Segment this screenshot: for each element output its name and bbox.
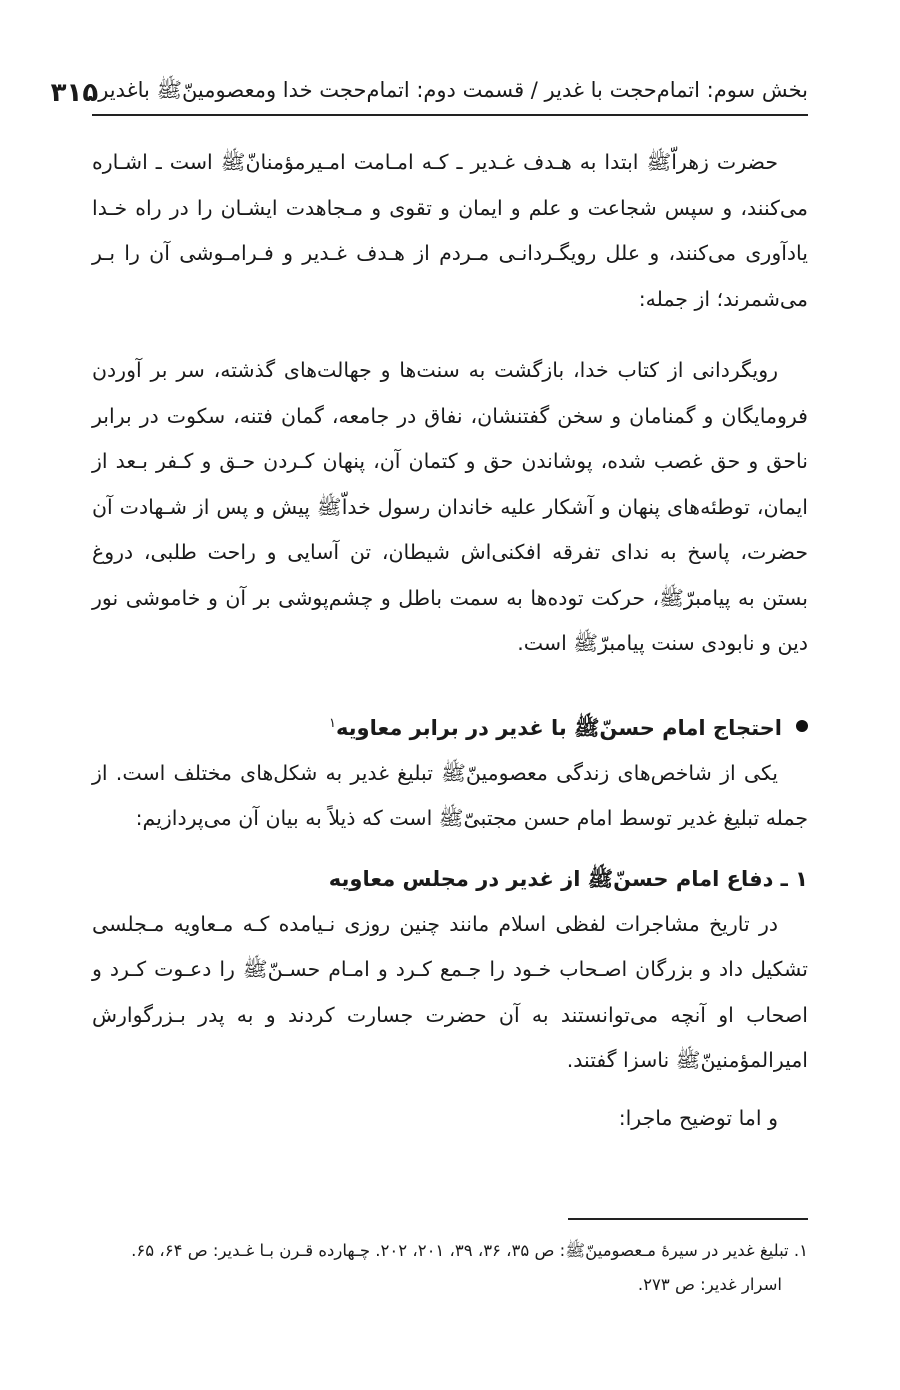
header-title: بخش سوم: اتمام‌حجت با غدیر / قسمت دوم: اتمام‌حجت خدا ومعصومینّﷺ باغدیر [98,78,808,102]
footnote-line-2: اسرار غدیر: ص ۲۷۳. [637,1275,782,1294]
bullet-icon [796,720,808,732]
paragraph-3: یکی از شاخص‌های زندگی معصومینّﷺ تبلیغ غدیر به شکل‌های مختلف است. از جمله تبلیغ غدیر توسط امام حسن مجتبیّﷺ است که ذیلاً به بیان آن می‌پردازیم: [92,760,808,830]
paragraph-2: رویگردانی از کتاب خدا، بازگشت به سنت‌ها و جهالت‌های گذشته، سر بر آوردن فرومایگان و گمنامان و سخن گفتنشان، نفاق در جامعه، گمان فتنه، سکوت در برابر ناحق و حق غصب شده، پوشاندن حق و کتمان آن، پنهان کـردن حـق و کـفر بـعد از ایمان، توطئه‌های پنهان و آشکار علیه خاندان رسول خداّﷺ پیش و پس از شـهادت آن حضرت، پاسخ به ندای تفرقه افکنی‌اش شیطان، تن آسایی و راحت طلبی، دروغ بستن به پیامبرّﷺ، حرکت توده‌ها به سمت باطل و چشم‌پوشی بر آن و خاموشی نور دین و نابودی سنت پیامبرّﷺ است. [92,358,808,655]
page-body [92,140,808,1141]
section-heading [92,701,808,751]
page-number: ۳۱۵ [50,78,99,108]
footnote-line-1: ۱. تبلیغ غدیر در سیرۀ مـعصومینّﷺ: ص ۳۵، ۳۶، ۳۹، ۲۰۱، ۲۰۲. چـهارده قـرن بـا غـدیر: ص ۶۴، ۶۵. [131,1241,808,1260]
subsection-heading: ۱ ـ دفاع امام حسنّﷺ از غدیر در مجلس معاویه [328,866,808,891]
footnote [92,1234,808,1302]
running-header [50,62,808,116]
paragraph-4: در تاریخ مشاجرات لفظی اسلام مانند چنین روزی نـیامده کـه مـعاویه مـجلسی تشکیل داد و بزرگان اصـحاب خـود را جـمع کـرد و امـام حسـنّﷺ را دعـوت کـرد و اصحاب او آنچه می‌توانستند به آن حضرت جسارت کردند و به پدر بـزرگوارش امیرالمؤمنینّﷺ ناسزا گفتند. [92,911,808,1072]
paragraph-5: و اما توضیح ماجرا: [618,1105,778,1130]
section-heading-text: احتجاج امام حسنّﷺ با غدیر در برابر معاویه [335,715,782,740]
footnote-marker: ۱ [328,715,336,731]
footnote-divider [568,1218,808,1220]
paragraph-1: حضرت زهراّﷺ ابتدا به هـدف غـدیر ـ کـه امـامت امـیرمؤمنانّﷺ است ـ اشـاره می‌کنند، و سپس شجاعت و علم و ایمان و تقوی و مـجاهدت ایشـان را در راه خـدا یادآوری می‌کنند، و علل رویگـردانـی مـردم از هـدف غـدیر و فـرامـوشی آن را بـر می‌شمرند؛ از جمله: [92,150,808,311]
